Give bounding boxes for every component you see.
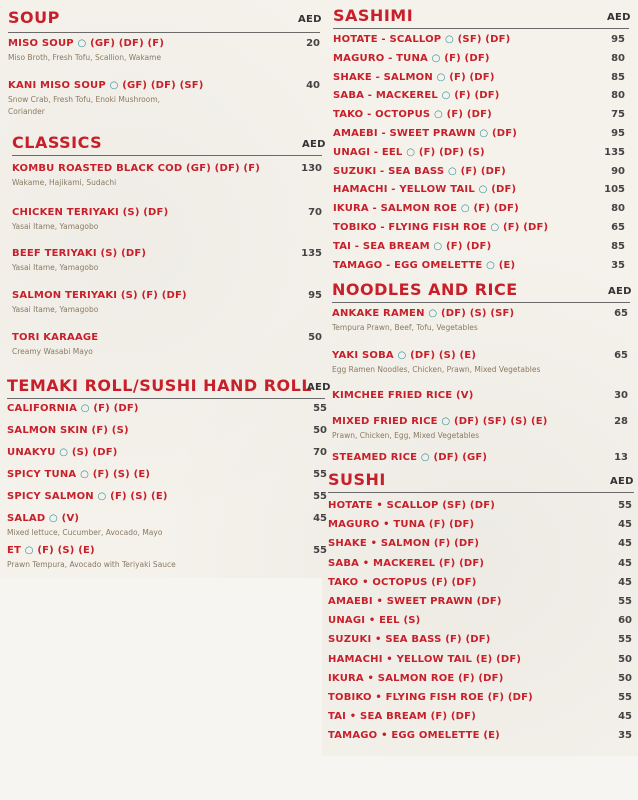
section-divider — [328, 492, 634, 493]
item-name: MAGURO - TUNA — [333, 52, 428, 64]
dot-icon: ○ — [428, 308, 438, 319]
item-price: 45 — [618, 557, 632, 569]
item-name: TORI KARAAGE — [12, 332, 99, 343]
item-description: Yasai Itame, Yamagobo — [12, 222, 99, 231]
item-tags: (F) (S) (E) — [92, 469, 151, 480]
section-soup — [8, 8, 320, 120]
item-price: 55 — [618, 596, 632, 607]
item-tags: (V) — [61, 513, 80, 524]
currency-label: AED — [608, 286, 632, 297]
item-price: 50 — [313, 425, 327, 436]
item-description: Coriander — [8, 107, 45, 116]
item-name: TAMAGO • EGG OMELETTE — [328, 730, 480, 742]
dot-icon: ○ — [447, 165, 457, 177]
item-tags: (F) (S) (E) — [37, 545, 95, 556]
item-tags: (GF) (DF) (F) — [186, 163, 261, 174]
item-price: 70 — [308, 207, 322, 218]
item-tags: (DF) (SF) (S) (E) — [453, 416, 548, 427]
item-tags: (GF) (DF) (SF) — [122, 80, 204, 91]
item-price: 45 — [313, 513, 327, 524]
item-tags: (F) (DF) — [460, 165, 506, 177]
item-name: SHAKE - SALMON — [333, 71, 433, 83]
item-tags: (DF) — [491, 184, 517, 196]
item-tags: (F) (DF) — [446, 109, 492, 121]
section-sushi — [328, 470, 634, 750]
section-title: NOODLES AND RICE — [332, 280, 518, 299]
item-name: STEAMED RICE — [332, 452, 418, 463]
dot-icon: ○ — [490, 222, 500, 233]
dot-icon: ○ — [486, 259, 496, 271]
item-name: HAMACHI • YELLOW TAIL — [328, 653, 473, 665]
currency-label: AED — [307, 382, 331, 393]
item-price: 60 — [618, 615, 632, 627]
item-price: 50 — [618, 653, 632, 665]
item-price: 20 — [306, 38, 320, 49]
item-tags: (F) (DF) — [444, 52, 490, 64]
item-tags: (E) — [483, 730, 500, 742]
item-name: SUZUKI • SEA BASS — [328, 634, 442, 646]
item-price: 45 — [618, 711, 632, 723]
item-price: 55 — [313, 403, 327, 414]
item-name: TAKO • OCTOPUS — [328, 576, 428, 588]
item-price: 30 — [614, 390, 628, 401]
dot-icon: ○ — [433, 240, 443, 252]
item-tags: (F) (DF) — [487, 692, 533, 703]
item-tags: (F) (DF) — [428, 519, 475, 531]
item-name: TAKO - OCTOPUS — [333, 109, 431, 121]
item-name: TAI - SEA BREAM — [333, 240, 430, 252]
item-name: MAGURO • TUNA — [328, 519, 426, 531]
item-tags: (F) (S) — [91, 425, 129, 436]
item-tags: (DF) (S) (E) — [410, 350, 477, 361]
item-price: 65 — [614, 308, 628, 319]
item-tags: (DF) — [476, 596, 502, 607]
blank-area — [0, 578, 322, 800]
section-temaki — [7, 376, 331, 576]
dot-icon: ○ — [479, 128, 489, 139]
item-name: MIXED FRIED RICE — [332, 416, 438, 427]
item-price: 55 — [313, 545, 327, 556]
item-tags: (F) (DF) — [458, 672, 504, 684]
item-price: 50 — [618, 672, 632, 684]
item-price: 90 — [611, 165, 625, 177]
section-divider — [12, 155, 322, 156]
item-tags: (E) (DF) — [475, 653, 522, 665]
item-price: 95 — [611, 128, 625, 139]
dot-icon: ○ — [24, 545, 34, 556]
item-price: 135 — [604, 146, 625, 158]
dot-icon: ○ — [460, 203, 470, 215]
item-name: UNAKYU — [7, 447, 56, 458]
currency-label: AED — [610, 476, 634, 487]
dot-icon: ○ — [445, 34, 454, 45]
item-name: SALMON SKIN — [7, 425, 88, 436]
item-tags: (F) (DF) — [431, 576, 477, 588]
item-price: 80 — [611, 203, 625, 215]
item-tags: (GF) (DF) (F) — [90, 38, 165, 49]
dot-icon: ○ — [406, 146, 416, 158]
dot-icon: ○ — [434, 109, 443, 121]
dot-icon: ○ — [109, 80, 119, 91]
dot-icon: ○ — [77, 38, 87, 49]
item-tags: (DF) — [491, 128, 518, 139]
item-description: Tempura Prawn, Beef, Tofu, Vegetables — [332, 323, 478, 332]
item-tags: (F) (DF) — [438, 557, 485, 569]
section-noodles — [332, 280, 630, 470]
item-name: TAMAGO - EGG OMELETTE — [333, 259, 483, 271]
item-price: 35 — [618, 730, 632, 742]
item-price: 80 — [611, 90, 625, 102]
item-tags: (F) (DF) — [446, 240, 492, 252]
item-price: 55 — [618, 692, 632, 703]
section-title: SASHIMI — [333, 6, 414, 25]
item-name: MISO SOUP — [8, 38, 74, 49]
currency-label: AED — [298, 14, 322, 25]
item-description: Yasai Itame, Yamagobo — [12, 263, 99, 272]
item-name: SABA • MACKEREL — [328, 557, 436, 569]
dot-icon: ○ — [478, 184, 488, 196]
item-name: CHICKEN TERIYAKI — [12, 207, 119, 218]
item-name: SUZUKI - SEA BASS — [333, 165, 445, 177]
dot-icon: ○ — [441, 416, 451, 427]
item-price: 70 — [313, 447, 327, 458]
item-price: 40 — [306, 80, 320, 91]
item-name: TOBIKO - FLYING FISH ROE — [333, 222, 487, 233]
item-tags: (S) (DF) — [71, 447, 118, 458]
item-description: Creamy Wasabi Mayo — [12, 347, 93, 356]
dot-icon: ○ — [80, 469, 89, 480]
item-price: 130 — [301, 163, 322, 174]
item-name: BEEF TERIYAKI — [12, 248, 97, 259]
item-name: ANKAKE RAMEN — [332, 308, 425, 319]
item-price: 55 — [313, 469, 327, 480]
item-tags: (S) — [403, 615, 421, 627]
item-price: 65 — [611, 222, 625, 233]
item-tags: (E) — [498, 259, 516, 271]
item-tags: (DF) (GF) — [433, 452, 488, 463]
item-price: 65 — [614, 350, 628, 361]
item-price: 28 — [614, 416, 628, 427]
item-description: Egg Ramen Noodles, Chicken, Prawn, Mixed Vegetables — [332, 365, 541, 374]
item-price: 135 — [301, 248, 322, 259]
item-name: CALIFORNIA — [7, 403, 78, 414]
section-title: TEMAKI ROLL/SUSHI HAND ROLL — [7, 376, 313, 395]
item-tags: (F) (S) (E) — [110, 491, 168, 502]
section-divider — [7, 398, 325, 399]
item-name: YAKI SOBA — [332, 350, 394, 361]
item-tags: (S) (F) (DF) — [120, 290, 187, 301]
item-tags: (V) — [456, 390, 474, 401]
item-description: Prawn, Chicken, Egg, Mixed Vegetables — [332, 431, 480, 440]
section-sashimi — [333, 6, 629, 276]
item-tags: (F) (DF) — [503, 222, 549, 233]
item-price: 95 — [308, 290, 322, 301]
item-description: Miso Broth, Fresh Tofu, Scallion, Wakame — [8, 53, 162, 62]
dot-icon: ○ — [441, 90, 451, 102]
item-name: KOMBU ROASTED BLACK COD — [12, 163, 183, 174]
item-name: SHAKE • SALMON — [328, 538, 431, 550]
item-price: 45 — [618, 576, 632, 588]
item-name: HOTATE - SCALLOP — [333, 34, 442, 45]
item-name: TAI • SEA BREAM — [328, 711, 427, 723]
blank-area-bottom — [322, 756, 638, 800]
section-title: SUSHI — [328, 470, 386, 489]
item-price: 45 — [618, 538, 632, 550]
dot-icon: ○ — [436, 71, 446, 83]
item-name: SPICY TUNA — [7, 469, 77, 480]
item-tags: (SF) (DF) — [457, 34, 511, 45]
item-description: Mixed lettuce, Cucumber, Avocado, Mayo — [7, 528, 163, 537]
item-name: IKURA - SALMON ROE — [333, 203, 458, 215]
dot-icon: ○ — [97, 491, 107, 502]
item-description: Snow Crab, Fresh Tofu, Enoki Mushroom, — [8, 95, 161, 104]
item-tags: (F) (DF) (S) — [418, 146, 485, 158]
item-tags: (F) (DF) — [433, 538, 480, 550]
item-price: 75 — [611, 109, 625, 121]
section-divider — [332, 302, 630, 303]
item-price: 55 — [313, 491, 327, 502]
item-name: SALAD — [7, 513, 46, 524]
currency-label: AED — [607, 12, 631, 23]
dot-icon: ○ — [80, 403, 90, 414]
item-name: IKURA • SALMON ROE — [328, 672, 455, 684]
item-price: 13 — [614, 452, 628, 463]
section-title: SOUP — [8, 8, 60, 27]
item-description: Wakame, Hajikami, Sudachi — [12, 178, 117, 187]
item-price: 85 — [611, 240, 625, 252]
item-price: 55 — [618, 634, 632, 646]
currency-label: AED — [302, 139, 326, 150]
item-tags: (S) (DF) — [122, 207, 169, 218]
section-title: CLASSICS — [12, 133, 103, 152]
item-description: Prawn Tempura, Avocado with Teriyaki Sauce — [7, 560, 176, 569]
item-price: 35 — [611, 259, 625, 271]
item-price: 55 — [618, 500, 632, 511]
item-price: 80 — [611, 52, 625, 64]
dot-icon: ○ — [420, 452, 430, 463]
dot-icon: ○ — [49, 513, 58, 524]
item-tags: (F) (DF) — [93, 403, 139, 414]
item-price: 105 — [604, 184, 625, 196]
dot-icon: ○ — [431, 52, 441, 64]
item-name: SABA - MACKEREL — [333, 90, 438, 102]
item-name: HAMACHI - YELLOW TAIL — [333, 184, 475, 196]
item-price: 45 — [618, 519, 632, 531]
item-name: HOTATE • SCALLOP — [328, 500, 439, 511]
dot-icon: ○ — [59, 447, 69, 458]
item-name: ET — [7, 545, 22, 556]
item-name: KANI MISO SOUP — [8, 80, 106, 91]
section-divider — [333, 28, 629, 29]
item-price: 85 — [611, 71, 625, 83]
item-price: 50 — [308, 332, 322, 343]
item-tags: (DF) (S) (SF) — [440, 308, 515, 319]
item-description: Yasai Itame, Yamagobo — [12, 305, 99, 314]
item-tags: (F) (DF) — [454, 90, 500, 102]
item-price: 95 — [611, 34, 625, 45]
section-classics — [12, 133, 326, 363]
item-name: AMAEBI • SWEET PRAWN — [328, 596, 473, 607]
item-tags: (F) (DF) — [445, 634, 491, 646]
item-tags: (F) (DF) — [449, 71, 495, 83]
item-tags: (F) (DF) — [473, 203, 519, 215]
item-tags: (F) (DF) — [430, 711, 476, 723]
item-tags: (S) (DF) — [100, 248, 147, 259]
item-name: SALMON TERIYAKI — [12, 290, 118, 301]
item-name: UNAGI - EEL — [333, 146, 403, 158]
item-tags: (SF) (DF) — [442, 500, 496, 511]
item-name: KIMCHEE FRIED RICE — [332, 390, 453, 401]
dot-icon: ○ — [397, 350, 407, 361]
section-divider — [8, 32, 320, 33]
item-name: UNAGI • EEL — [328, 615, 400, 627]
item-name: TOBIKO • FLYING FISH ROE — [328, 692, 484, 703]
item-name: SPICY SALMON — [7, 491, 94, 502]
item-name: AMAEBI - SWEET PRAWN — [333, 128, 476, 139]
